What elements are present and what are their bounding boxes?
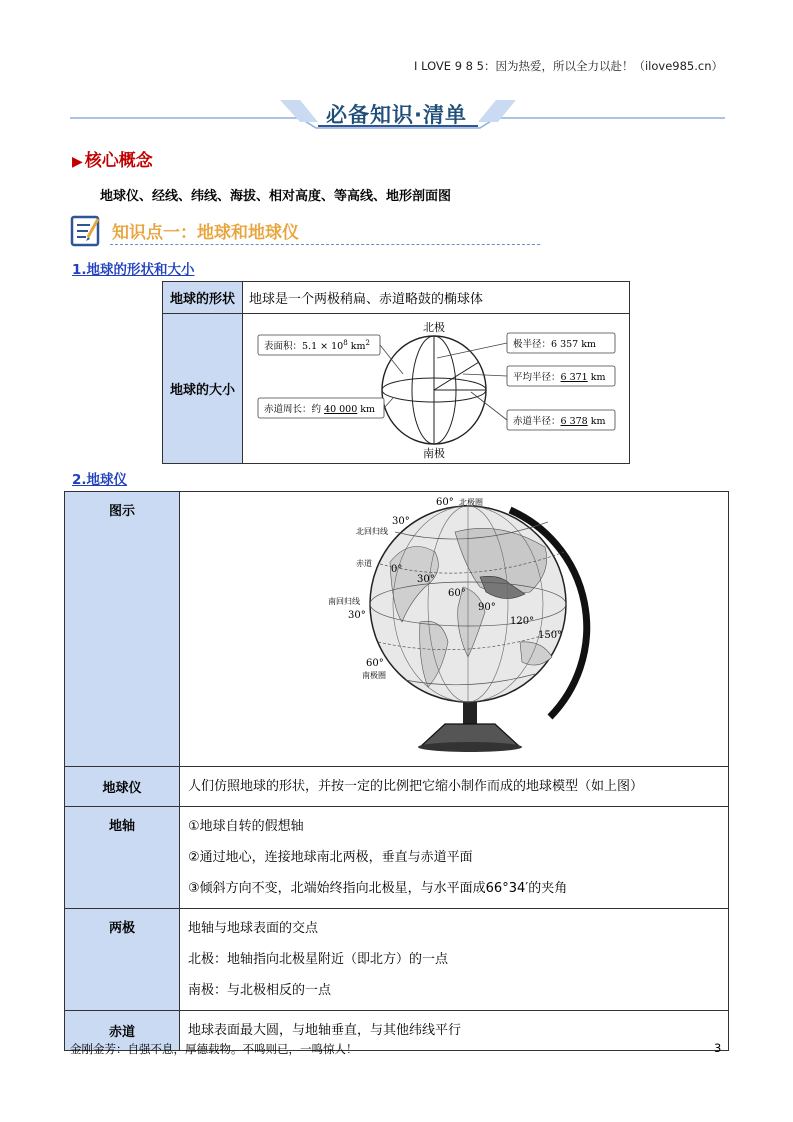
- header-slogan: I LOVE 9 8 5：因为热爱，所以全力以赴！（ilove985.cn）: [414, 59, 723, 73]
- core-terms: 地球仪、经线、纬线、海拔、相对高度、等高线、地形剖面图: [100, 189, 452, 204]
- lat-30n-label: 30°: [392, 516, 410, 527]
- axis-point-2: ②通过地心，连接地球南北两极，垂直与赤道平面: [188, 850, 473, 865]
- polar-radius-label: 极半径：6 357 km: [513, 339, 596, 350]
- lon-90-label: 90°: [478, 602, 496, 613]
- shape-text: 地球是一个两极稍扁、赤道略鼓的椭球体: [243, 282, 630, 314]
- equator-length-label: 赤道周长：约 40 000 km: [264, 404, 376, 415]
- antarctic-circle-label: 南极圈: [362, 671, 386, 680]
- equator-definition: 地球表面最大圆，与地轴垂直，与其他纬线平行: [180, 1011, 729, 1051]
- sphere-diagram: [382, 336, 486, 444]
- triangle-bullet-icon: ▶: [72, 154, 83, 170]
- core-heading: ▶ 核心概念: [72, 151, 153, 171]
- lat-60n-label: 60°: [436, 497, 454, 508]
- poles-line-1: 地轴与地球表面的交点: [188, 921, 319, 936]
- knowledge-point-title: 知识点一：地球和地球仪: [112, 223, 299, 243]
- earth-shape-size-table: [162, 281, 630, 464]
- divider: [110, 244, 540, 245]
- axis-point-1: ①地球自转的假想轴: [188, 819, 304, 834]
- lat-60s-label: 60°: [366, 658, 384, 669]
- page-number: 3: [714, 1041, 722, 1055]
- lat-30s-label: 30°: [348, 610, 366, 621]
- globe-definition: 人们仿照地球的形状，并按一定的比例把它缩小制作而成的地球模型（如上图）: [180, 767, 729, 807]
- globe-sphere: [370, 506, 566, 702]
- south-pole-label: 南极: [423, 447, 445, 459]
- equator-label: 赤道: [356, 559, 372, 568]
- lon-120-label: 120°: [510, 616, 535, 627]
- knowledge-point-heading: [70, 213, 540, 249]
- axis-point-3: ③倾斜方向不变，北端始终指向北极星，与水平面成66°34′的夹角: [188, 881, 568, 896]
- globe-illustration: [180, 492, 728, 762]
- arctic-circle-label: 北极圈: [459, 498, 483, 507]
- equatorial-radius-label: 赤道半径：6 378 km: [513, 416, 606, 427]
- row-label-poles: 两极: [65, 909, 180, 1011]
- mean-radius-label: 平均半径：6 371 km: [513, 372, 606, 383]
- page-title: 必备知识·清单: [326, 103, 467, 127]
- section2-title: 2.地球仪: [72, 472, 128, 488]
- earth-size-diagram: [243, 314, 629, 459]
- poles-line-3: 南极：与北极相反的一点: [188, 983, 332, 998]
- footer-motto: 金刚金芳：自强不息，厚德载物。不鸣则已，一鸣惊人！: [70, 1042, 358, 1056]
- surface-area-label: 表面积：$5.1 \times 10^8$ $km^2$: [264, 339, 370, 352]
- row-label-illustration: 图示: [65, 492, 180, 767]
- north-pole-label: 北极: [423, 321, 445, 334]
- lon-150-label: 150°: [538, 630, 563, 641]
- row-label-axis: 地轴: [65, 807, 180, 909]
- lon-60-label: 60°: [448, 588, 466, 599]
- section1-title: 1.地球的形状和大小: [72, 262, 195, 278]
- globe-table: [64, 491, 729, 1051]
- tropic-capricorn-label: 南回归线: [328, 597, 360, 606]
- tropic-cancer-label: 北回归线: [356, 527, 388, 536]
- row-label-globe: 地球仪: [65, 767, 180, 807]
- lon-0-label: 0°: [391, 564, 403, 575]
- row-label-equator: 赤道: [65, 1011, 180, 1051]
- notepad-icon: [70, 213, 104, 247]
- lon-30-label: 30°: [417, 574, 435, 585]
- shape-label: 地球的形状: [163, 282, 243, 314]
- poles-line-2: 北极：地轴指向北极星附近（即北方）的一点: [188, 952, 449, 967]
- size-label: 地球的大小: [163, 314, 243, 464]
